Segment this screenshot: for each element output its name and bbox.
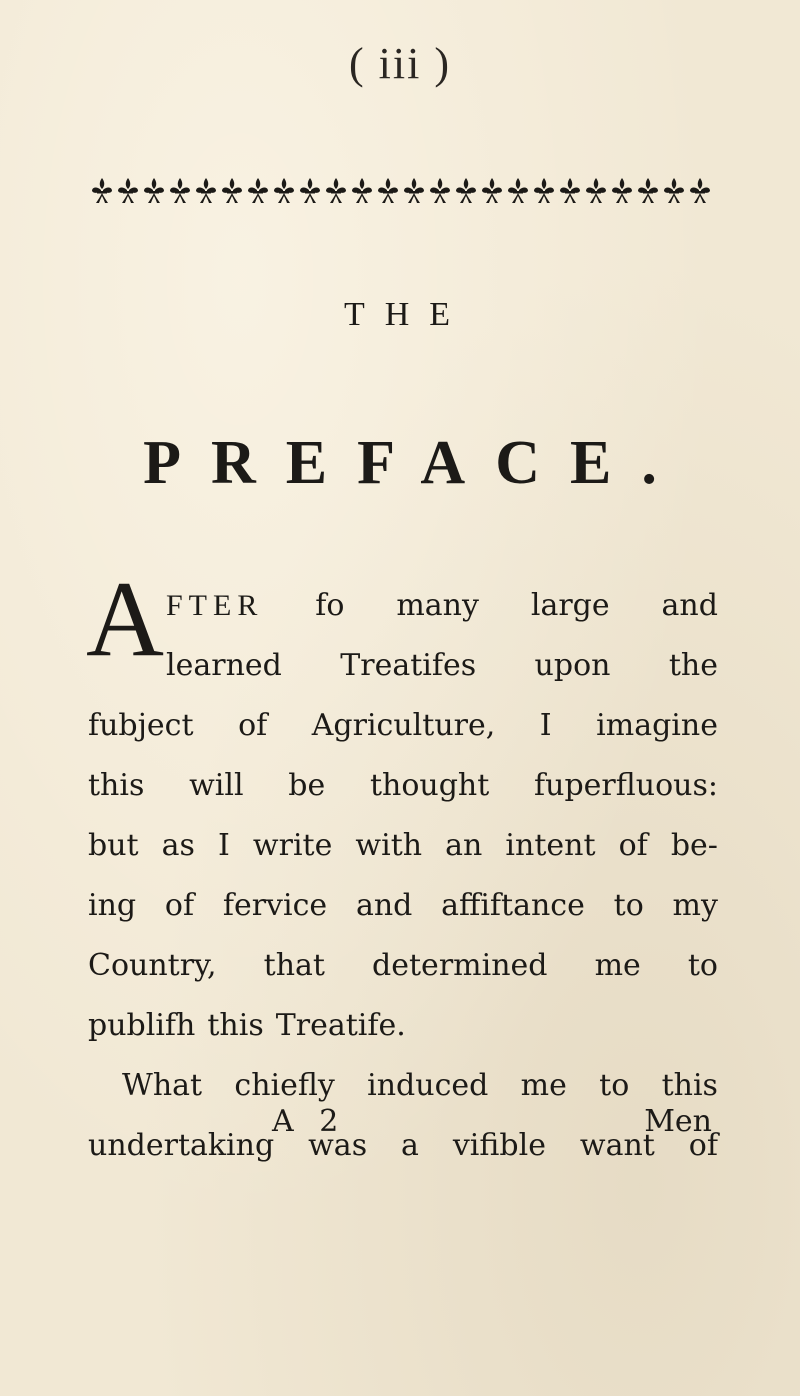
word: fubject [88,708,194,743]
word: was [308,1128,368,1163]
fleuron-icon [402,176,426,206]
word: Treatife. [275,1008,406,1043]
fleuron-icon [324,176,348,206]
word: affiftance [441,888,585,923]
word: this [88,768,145,803]
word: learned [166,648,282,683]
word: be- [670,828,718,863]
word: me [520,1068,567,1103]
fleuron-icon [376,176,400,206]
word: an [445,828,483,863]
word: upon [534,648,611,683]
text-line [88,756,718,816]
word: large [530,588,610,623]
word: want [579,1128,655,1163]
word: a [401,1128,419,1163]
word: intent [505,828,596,863]
word: chiefly [234,1068,335,1103]
fleuron-icon [480,176,504,206]
word: of [164,888,195,923]
word: thought [369,768,490,803]
word: be [288,768,326,803]
word: that [263,948,325,983]
fleuron-icon [246,176,270,206]
word: fuperfluous: [534,768,718,803]
word: Country, [88,948,217,983]
word: of [688,1128,718,1163]
word: publifh [88,1008,196,1043]
page-footer [88,1104,718,1154]
fleuron-icon [636,176,660,206]
fleuron-icon [90,176,114,206]
catchword: Men [644,1104,712,1139]
fleuron-icon [584,176,608,206]
fleuron-icon [194,176,218,206]
page-number: ( iii ) [349,39,451,88]
word: me [594,948,641,983]
fleuron-icon [220,176,244,206]
word: fervice [222,888,328,923]
word: of [238,708,268,743]
fleuron-icon [610,176,634,206]
word: to [613,888,644,923]
word: induced [367,1068,489,1103]
text-line [88,576,718,636]
fleuron-icon [350,176,374,206]
fleuron-icon [662,176,686,206]
preface-body-text [88,576,718,1176]
word: and [661,588,718,623]
word: will [189,768,244,803]
fleuron-icon [116,176,140,206]
fleuron-icon [454,176,478,206]
word: determined [372,948,548,983]
word: as [161,828,195,863]
word: I [539,708,552,743]
word: the [668,648,718,683]
word: this [207,1008,264,1043]
word: to [687,948,718,983]
text-line [88,816,718,876]
fleuron-icon [532,176,556,206]
smallcaps-word: FTER [166,589,264,622]
fleuron-icon [506,176,530,206]
word: to [599,1068,630,1103]
word: and [355,888,413,923]
fleuron-icon [142,176,166,206]
word: fo [315,588,345,623]
fleuron-icon [168,176,192,206]
fleuron-icon [688,176,712,206]
word: my [672,888,718,923]
word: of [618,828,648,863]
text-line [88,936,718,996]
word: with [355,828,423,863]
drop-cap: A [86,560,164,679]
fleuron-icon [298,176,322,206]
word: many [396,588,479,623]
word: undertaking [88,1128,275,1163]
word: but [88,828,139,863]
word: I [218,828,230,863]
word: Agriculture, [311,708,496,743]
text-line [88,996,718,1056]
fleuron-ornament-row [90,176,712,206]
text-line [88,636,718,696]
signature-mark: A 2 [272,1104,347,1139]
word: What [122,1068,203,1103]
fleuron-icon [272,176,296,206]
word: Treatifes [340,648,477,683]
heading-preface: PREFACE. [143,429,687,497]
fleuron-icon [558,176,582,206]
text-line [88,696,718,756]
fleuron-icon [428,176,452,206]
heading-the: THE [343,296,471,333]
word: this [661,1068,718,1103]
text-line [88,876,718,936]
word: write [252,828,333,863]
word: imagine [596,708,718,743]
word: vifible [452,1128,546,1163]
word: ing [88,888,137,923]
